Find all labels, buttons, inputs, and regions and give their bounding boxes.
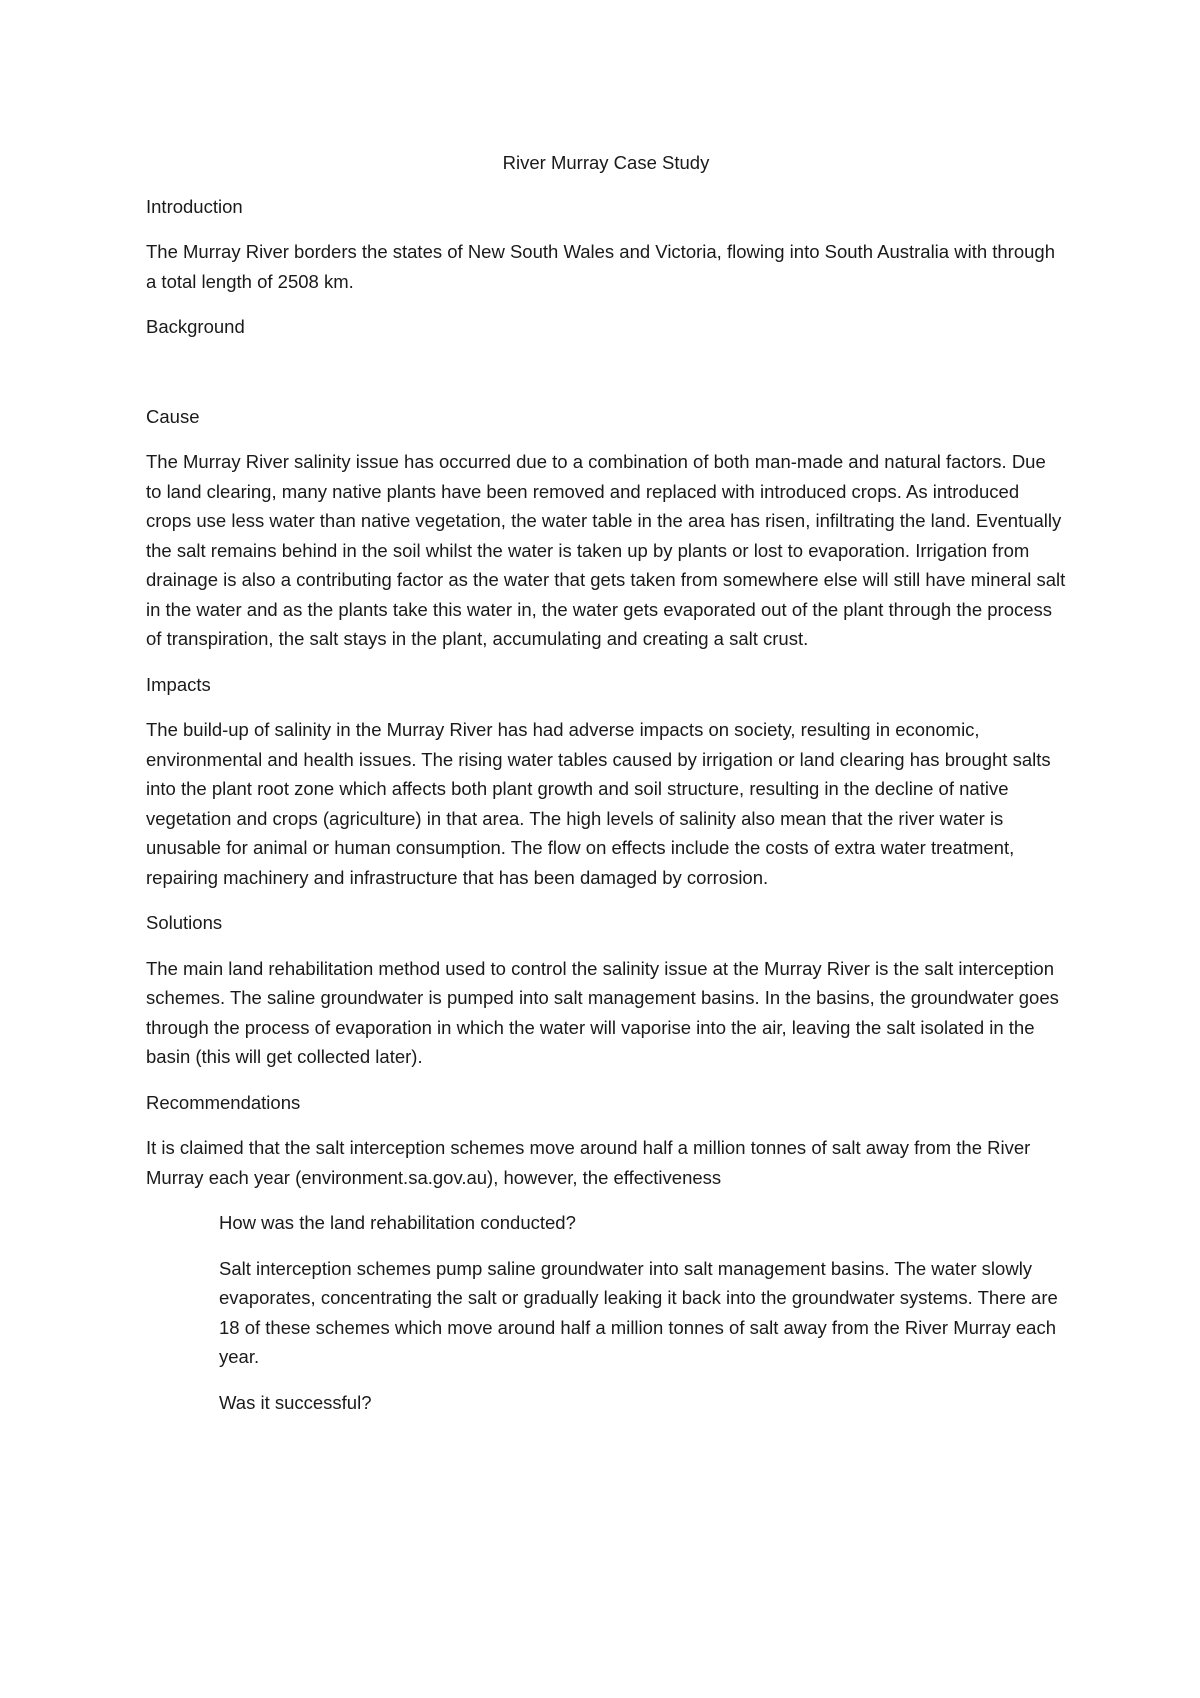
paragraph-recommendations: It is claimed that the salt interception schemes move around half a million tonnes of salt away from the River Murray each year (environment.sa.gov.au), however, the effectiveness (146, 1137, 1031, 1188)
answer-land-rehabilitation: Salt interception schemes pump saline groundwater into salt management basins. The water slowly evaporates, concentrating the salt or gradually leaking it back into the groundwater systems. There are 18 of these schemes which move around half a million tonnes of salt away from the River Murray each year. (219, 1257, 1058, 1367)
empty-background-section (146, 358, 1066, 402)
document-body (146, 148, 1066, 1433)
heading-introduction: Introduction (146, 195, 243, 217)
paragraph-impacts: The build-up of salinity in the Murray River has had adverse impacts on society, resulting in economic, environmental and health issues. The rising water tables caused by irrigation or land clearing has brought salts into the plant root zone which affects both plant growth and soil structure, resulting in the decline of native vegetation and crops (agriculture) in that area. The high levels of salinity also mean that the river water is unusable for animal or human consumption. The flow on effects include the costs of extra water treatment, repairing machinery and infrastructure that has been damaged by corrosion. (146, 719, 1051, 888)
heading-recommendations: Recommendations (146, 1091, 301, 1113)
document-title: River Murray Case Study (502, 152, 710, 173)
paragraph-introduction: The Murray River borders the states of New South Wales and Victoria, flowing into South Australia with through a total length of 2508 km. (146, 241, 1056, 292)
heading-background: Background (146, 316, 245, 337)
paragraph-solutions: The main land rehabilitation method used to control the salinity issue at the Murray River is the salt interception schemes. The saline groundwater is pumped into salt management basins. In the basins, the groundwater goes through the process of evaporation in which the water will vaporise into the air, leaving the salt isolated in the basin (this will get collected later). (146, 957, 1059, 1067)
paragraph-cause: The Murray River salinity issue has occurred due to a combination of both man-made and natural factors. Due to land clearing, many native plants have been removed and replaced with introduced crops. As introduced crops use less water than native vegetation, the water table in the area has risen, infiltrating the land. Eventually the salt remains behind in the soil whilst the water is taken up by plants or lost to evaporation. Irrigation from drainage is also a contributing factor as the water that gets taken from somewhere else will still have mineral salt in the water and as the plants take this water in, the water gets evaporated out of the plant through the process of transpiration, the salt stays in the plant, accumulating and creating a salt crust. (146, 451, 1066, 649)
heading-solutions: Solutions (146, 912, 223, 933)
heading-cause: Cause (146, 405, 200, 427)
question-success: Was it successful? (219, 1391, 372, 1413)
heading-impacts: Impacts (146, 673, 211, 695)
question-land-rehabilitation: How was the land rehabilitation conducted? (219, 1212, 576, 1233)
